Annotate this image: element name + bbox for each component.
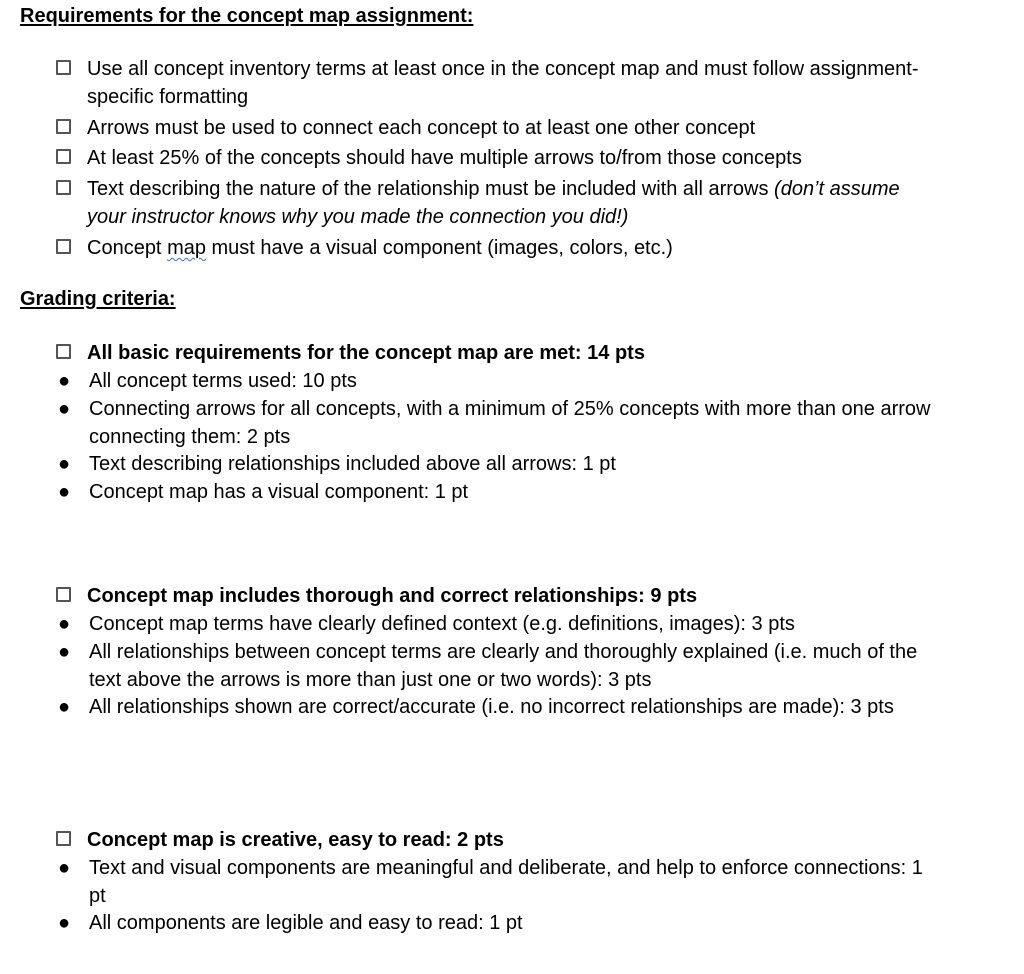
- grading-section-title: [56, 582, 936, 610]
- grading-bullet: [56, 693, 936, 721]
- bullet-text: Text and visual components are meaningful and deliberate, and help to enforce connections: 1 pt: [89, 857, 923, 907]
- grading-section-title: [56, 339, 936, 367]
- requirement-text: [87, 234, 936, 262]
- section-title-text: Concept map includes thorough and correct relationships: 9 pts: [87, 585, 698, 607]
- grading-heading: Grading criteria:: [20, 288, 176, 310]
- bullet-icon: ●: [58, 398, 71, 420]
- grading-bullet: [56, 450, 936, 478]
- checkbox[interactable]: [56, 831, 71, 846]
- requirements-heading: Requirements for the concept map assignment:: [20, 5, 474, 27]
- bullet-text: All components are legible and easy to read: 1 pt: [89, 912, 523, 934]
- grading-bullet: [56, 478, 936, 506]
- requirement-item: [56, 144, 936, 172]
- grading-bullet: [56, 367, 936, 395]
- requirement-item: [56, 55, 936, 111]
- bullet-icon: ●: [58, 370, 71, 392]
- bullet-icon: ●: [58, 696, 71, 718]
- bullet-text: Concept map terms have clearly defined context (e.g. definitions, images): 3 pts: [89, 613, 795, 635]
- checkbox[interactable]: [56, 587, 71, 602]
- requirement-item: [56, 175, 936, 231]
- checkbox[interactable]: [56, 119, 71, 134]
- spellcheck-flagged-word[interactable]: map: [167, 237, 206, 259]
- bullet-icon: ●: [58, 453, 71, 475]
- grading-bullet: [56, 638, 936, 694]
- bullet-text: All concept terms used: 10 pts: [89, 370, 357, 392]
- checkbox[interactable]: [56, 149, 71, 164]
- bullet-text: Connecting arrows for all concepts, with a minimum of 25% concepts with more than one arrow connecting them: 2 pts: [89, 398, 931, 448]
- grading-section-title: [56, 826, 936, 854]
- checkbox[interactable]: [56, 60, 71, 75]
- bullet-icon: ●: [58, 912, 71, 934]
- bullet-text: Concept map has a visual component: 1 pt: [89, 481, 469, 503]
- bullet-icon: ●: [58, 613, 71, 635]
- bullet-text: All relationships shown are correct/accurate (i.e. no incorrect relationships are made): 3 pts: [89, 696, 894, 718]
- requirement-text: At least 25% of the concepts should have multiple arrows to/from those concepts: [87, 147, 802, 169]
- grading-bullet: [56, 909, 936, 937]
- requirement-text-before: Concept: [87, 237, 168, 259]
- grading-bullet: [56, 854, 936, 910]
- requirement-text-italic-note: (don’t assume your instructor knows why you made the connection you did!): [87, 178, 900, 228]
- section-title-text: Concept map is creative, easy to read: 2 pts: [87, 829, 504, 851]
- checkbox[interactable]: [56, 180, 71, 195]
- bullet-icon: ●: [58, 857, 71, 879]
- checkbox[interactable]: [56, 239, 71, 254]
- requirement-text: Arrows must be used to connect each concept to at least one other concept: [87, 117, 756, 139]
- requirement-item: [56, 234, 936, 262]
- section-title-text: All basic requirements for the concept map are met: 14 pts: [87, 342, 645, 364]
- requirement-item: [56, 114, 936, 142]
- requirement-text-after: must have a visual component (images, colors, etc.): [205, 237, 673, 259]
- bullet-text: Text describing relationships included above all arrows: 1 pt: [89, 453, 616, 475]
- requirement-text: [87, 175, 936, 231]
- grading-bullet: [56, 395, 936, 451]
- requirement-text-main: Text describing the nature of the relationship must be included with all arrows: [87, 178, 775, 200]
- bullet-icon: ●: [58, 641, 71, 663]
- checkbox[interactable]: [56, 344, 71, 359]
- bullet-icon: ●: [58, 481, 71, 503]
- bullet-text: All relationships between concept terms are clearly and thoroughly explained (i.e. much of the text above the arrows is more than just one or two words): 3 pts: [89, 641, 918, 691]
- requirement-text: Use all concept inventory terms at least once in the concept map and must follow assignment-specific formatting: [87, 58, 919, 108]
- grading-bullet: [56, 610, 936, 638]
